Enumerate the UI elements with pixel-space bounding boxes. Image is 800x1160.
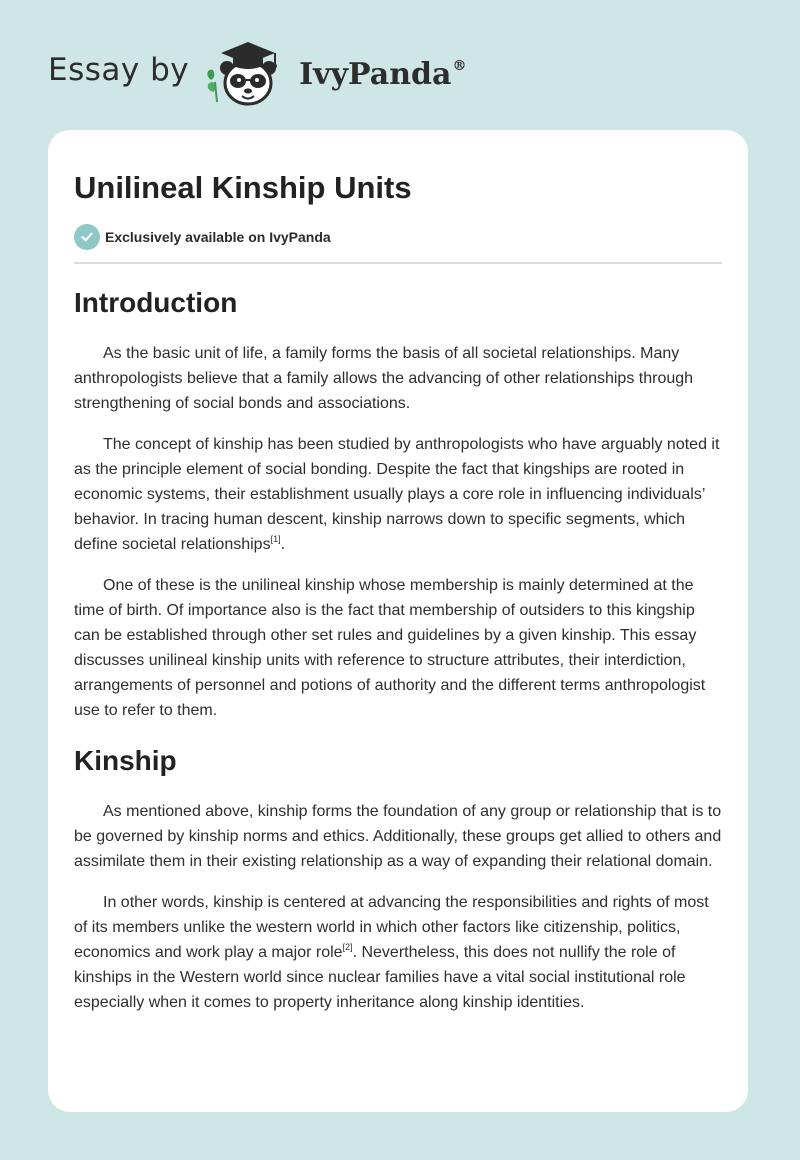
exclusive-badge-text: Exclusively available on IvyPanda (105, 229, 331, 245)
site-header (48, 36, 466, 108)
paragraph: One of these is the unilineal kinship whose membership is mainly determined at the time of birth. Of importance also is the fact that membership of outsiders to this kingship can be established through other set rules and guidelines by a given kinship. This essay discusses unilineal kinship units with reference to structure attributes, their interdiction, arrangements of personnel and potions of authority and the different terms anthropologist use to refer to them. (74, 577, 706, 719)
section-heading-kinship: Kinship (74, 745, 177, 776)
exclusive-badge (74, 224, 722, 250)
paragraph: As the basic unit of life, a family forms the basis of all societal relationships. Many anthropologists believe that a family allows the advancing of other relationships through strengthening of social bonds and associations. (74, 345, 694, 412)
paragraph: As mentioned above, kinship forms the foundation of any group or relationship that is to be governed by kinship norms and ethics. Additionally, these groups get allied to others and assimilate them in their existing relationship as a way of expanding their relational domain. (74, 803, 722, 870)
paragraph-text: The concept of kinship has been studied by anthropologists who have arguably noted it as the principle element of social bonding. Despite the fact that kingships are rooted in economic systems, their establishment usually plays a core role in influencing individuals’ behavior. In tracing human descent, kinship narrows down to specific segments, which define societal relationships (74, 436, 720, 553)
paragraph-text: In other words, kinship is centered at advancing the responsibilities and rights of most of its members unlike the western world in which other factors like citizenship, politics, economics and work play a major role (74, 894, 709, 961)
essay-title: Unilineal Kinship Units (74, 170, 412, 205)
paragraph (74, 432, 722, 557)
panda-graduate-logo-icon[interactable] (203, 36, 295, 108)
essay-card (48, 130, 748, 1112)
title-divider (74, 262, 722, 264)
reference-link[interactable]: [1] (270, 534, 281, 544)
paragraph-text: . (280, 536, 286, 553)
reference-link[interactable]: [2] (342, 942, 353, 952)
paragraph (74, 890, 722, 1015)
essay-by-label: Essay by (48, 52, 190, 88)
registered-mark: ® (452, 57, 467, 74)
paragraph-text: . Nevertheless, this does not nullify the role of kinships in the Western world since nuclear families have a vital social institutional role especially when it comes to property inheritance along kinship identities. (74, 944, 686, 1011)
brand-name-text: IvyPanda (299, 56, 452, 92)
brand-name (299, 57, 466, 92)
section-heading-introduction: Introduction (74, 287, 238, 318)
checkmark-icon (74, 224, 100, 250)
